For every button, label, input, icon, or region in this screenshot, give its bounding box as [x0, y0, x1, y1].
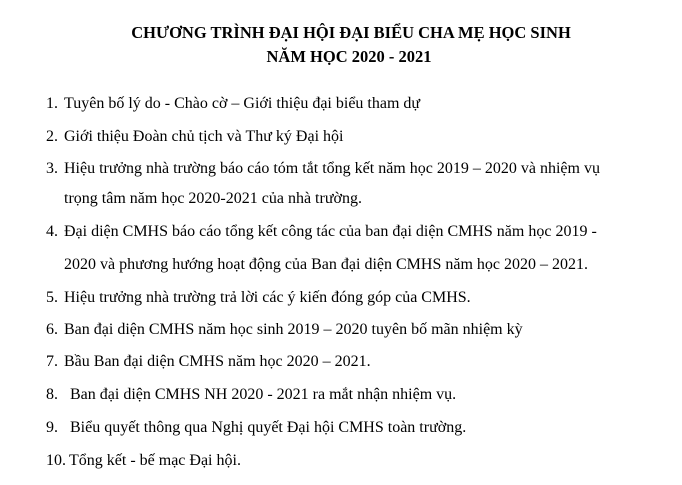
item-text: Hiệu trưởng nhà trường trả lời các ý kiến đóng góp của CMHS. — [64, 289, 471, 306]
item-3-continuation: trọng tâm năm học 2020-2021 của nhà trường. — [64, 190, 362, 207]
item-number: 4. — [46, 223, 58, 240]
item-number: 1. — [46, 95, 58, 112]
item-number: 9. — [46, 419, 58, 436]
item-number: 2. — [46, 128, 58, 145]
item-number: 10. — [46, 452, 66, 469]
item-text: Tuyên bố lý do - Chào cờ – Giới thiệu đại biểu tham dự — [64, 95, 421, 112]
item-text: Ban đại diện CMHS NH 2020 - 2021 ra mắt nhận nhiệm vụ. — [70, 386, 457, 403]
item-text: Bầu Ban đại diện CMHS năm học 2020 – 2021. — [64, 353, 371, 370]
item-text: Tổng kết - bế mạc Đại hội. — [69, 452, 241, 469]
item-text: Biểu quyết thông qua Nghị quyết Đại hội CMHS toàn trường. — [70, 419, 467, 436]
document-title: CHƯƠNG TRÌNH ĐẠI HỘI ĐẠI BIỂU CHA MẸ HỌC SINH — [131, 23, 571, 42]
item-number: 8. — [46, 386, 58, 403]
item-number: 7. — [46, 353, 58, 370]
item-text: Đại diện CMHS báo cáo tổng kết công tác của ban đại diện CMHS năm học 2019 - — [64, 223, 597, 240]
item-number: 6. — [46, 321, 58, 338]
item-4-continuation: 2020 và phương hướng hoạt động của Ban đại diện CMHS năm học 2020 – 2021. — [64, 256, 588, 273]
item-number: 3. — [46, 160, 58, 177]
item-text: Giới thiệu Đoàn chủ tịch và Thư ký Đại hội — [64, 128, 344, 145]
item-number: 5. — [46, 289, 58, 306]
item-text: Hiệu trưởng nhà trường báo cáo tóm tắt tổng kết năm học 2019 – 2020 và nhiệm vụ — [64, 160, 600, 177]
school-year-subtitle: NĂM HỌC 2020 - 2021 — [266, 47, 432, 66]
item-text: Ban đại diện CMHS năm học sinh 2019 – 2020 tuyên bố mãn nhiệm kỳ — [64, 321, 523, 338]
